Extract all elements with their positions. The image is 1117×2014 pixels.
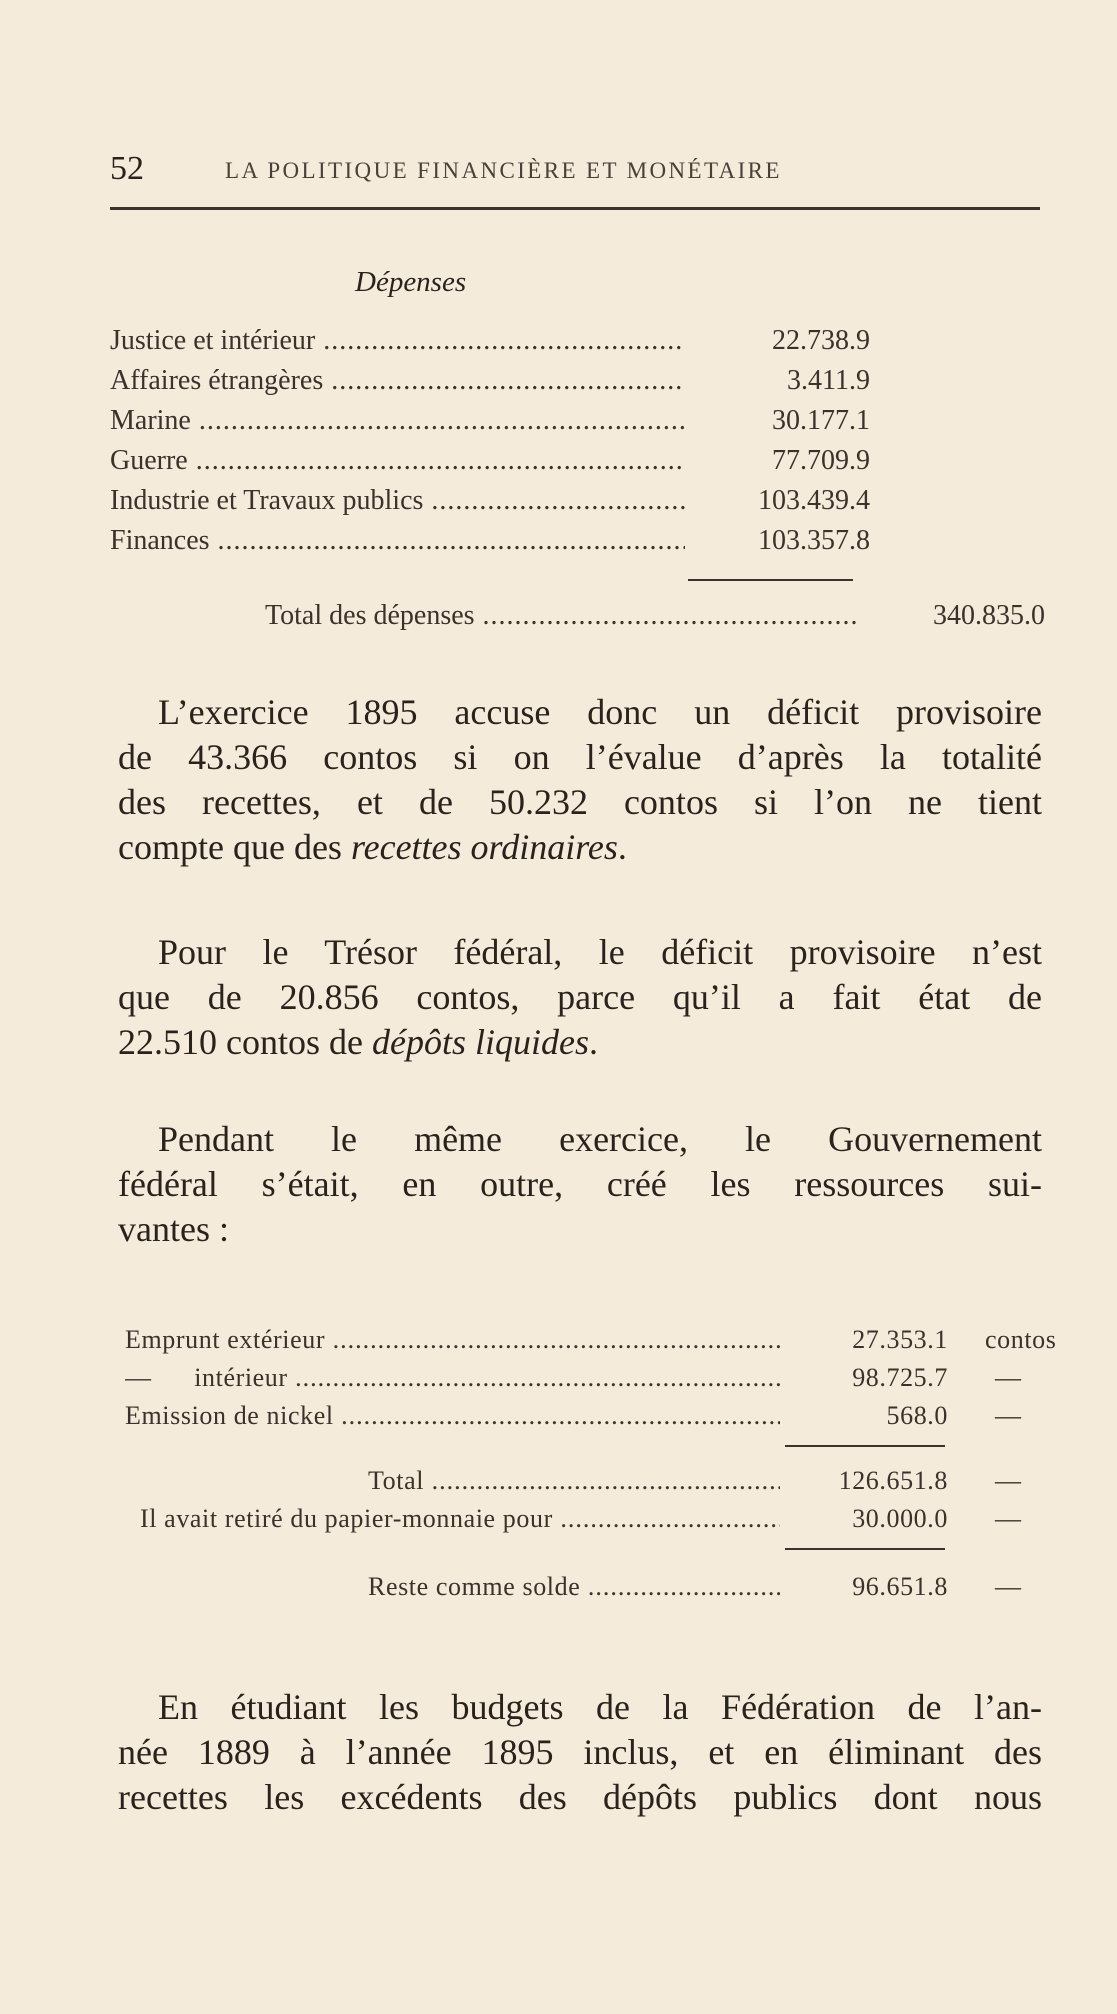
text-line: recettes les excédents des dépôts publics dont nous bbox=[118, 1777, 1042, 1817]
depense-value: 103.439.4 bbox=[758, 485, 870, 516]
depense-label: Finances ..... bbox=[110, 525, 685, 557]
text-line: Pour le Trésor fédéral, le déficit provisoire n’est bbox=[158, 932, 1042, 972]
text-line: En étudiant les budgets de la Fédération de l’an- bbox=[158, 1687, 1042, 1727]
emphasis-text: recettes ordinaires bbox=[350, 827, 618, 867]
ressource-label: Emission de nickel ..... bbox=[125, 1401, 780, 1431]
ressource-value: 27.353.1 bbox=[852, 1325, 948, 1354]
text-line: fédéral s’était, en outre, créé les ressources sui- bbox=[118, 1164, 1042, 1204]
ressource-row bbox=[125, 1363, 1065, 1403]
depense-value: 30.177.1 bbox=[772, 405, 870, 436]
depense-label: Guerre ..... bbox=[110, 445, 685, 477]
depense-label: Affaires étrangères ..... bbox=[110, 365, 685, 397]
depense-label: Justice et intérieur ..... bbox=[110, 325, 685, 357]
depense-row bbox=[110, 525, 870, 565]
text-run: 22.510 contos de bbox=[118, 1022, 372, 1062]
retire-value: 30.000.0 bbox=[852, 1504, 948, 1533]
text-line: vantes : bbox=[118, 1209, 229, 1249]
depense-value: 103.357.8 bbox=[758, 525, 870, 556]
retire-row bbox=[140, 1504, 1070, 1544]
running-head bbox=[110, 150, 1040, 210]
depense-value: 22.738.9 bbox=[772, 325, 870, 356]
total-label: Total ..... bbox=[368, 1466, 780, 1496]
depense-row bbox=[110, 325, 870, 365]
page-number: 52 bbox=[110, 150, 144, 187]
solde-unit: — bbox=[995, 1572, 1022, 1601]
text-run: . bbox=[588, 1022, 598, 1062]
paragraph-budgets bbox=[118, 1685, 1042, 1820]
total-value: 126.651.8 bbox=[838, 1466, 948, 1495]
ressource-unit: — bbox=[995, 1401, 1022, 1430]
retire-label: Il avait retiré du papier-monnaie pour ..... bbox=[140, 1504, 780, 1534]
paragraph-ressources bbox=[118, 1117, 1042, 1252]
retire-unit: — bbox=[995, 1504, 1022, 1533]
ressource-unit: — bbox=[995, 1363, 1022, 1392]
ressource-row bbox=[125, 1325, 1065, 1365]
text-line: Pendant le même exercice, le Gouvernement bbox=[158, 1119, 1042, 1159]
depense-value: 3.411.9 bbox=[787, 365, 870, 396]
paragraph-tresor bbox=[118, 930, 1042, 1065]
text-line: des recettes, et de 50.232 contos si l’on ne tient bbox=[118, 782, 1042, 822]
solde-label: Reste comme solde ..... bbox=[368, 1572, 780, 1602]
depense-row bbox=[110, 365, 870, 405]
text-line bbox=[118, 825, 1042, 870]
total-value: 340.835.0 bbox=[933, 600, 1045, 631]
text-line: que de 20.856 contos, parce qu’il a fait état de bbox=[118, 977, 1042, 1017]
depense-row bbox=[110, 445, 870, 485]
running-title: LA POLITIQUE FINANCIÈRE ET MONÉTAIRE bbox=[225, 158, 782, 183]
text-line bbox=[118, 1020, 1042, 1065]
subtotal-rule bbox=[688, 579, 853, 581]
depenses-total-row bbox=[265, 600, 1045, 640]
ressource-label: Emprunt extérieur ..... bbox=[125, 1325, 780, 1355]
paragraph-deficit bbox=[118, 690, 1042, 870]
text-run: . bbox=[617, 827, 627, 867]
depense-row bbox=[110, 485, 870, 525]
text-run: compte que des bbox=[118, 827, 351, 867]
emphasis-text: dépôts liquides bbox=[371, 1022, 589, 1062]
subtotal-rule bbox=[785, 1548, 945, 1550]
solde-row bbox=[368, 1572, 1068, 1612]
text-line: L’exercice 1895 accuse donc un déficit provisoire bbox=[158, 692, 1042, 732]
ressource-row bbox=[125, 1401, 1065, 1441]
subtotal-rule bbox=[785, 1445, 945, 1447]
depense-value: 77.709.9 bbox=[772, 445, 870, 476]
total-label: Total des dépenses ..... bbox=[265, 600, 860, 632]
depenses-heading: Dépenses bbox=[355, 266, 467, 298]
total-unit: — bbox=[995, 1466, 1022, 1495]
ressource-value: 568.0 bbox=[886, 1401, 948, 1430]
header-rule bbox=[110, 207, 1040, 210]
text-line: née 1889 à l’année 1895 inclus, et en éliminant des bbox=[118, 1732, 1042, 1772]
ressources-total-row bbox=[368, 1466, 1068, 1506]
depense-label: Marine ..... bbox=[110, 405, 685, 437]
ressource-value: 98.725.7 bbox=[852, 1363, 948, 1392]
ressource-unit: contos bbox=[985, 1325, 1057, 1354]
ressource-label: — intérieur ..... bbox=[125, 1363, 780, 1393]
depense-label: Industrie et Travaux publics ..... bbox=[110, 485, 685, 517]
solde-value: 96.651.8 bbox=[852, 1572, 948, 1601]
depense-row bbox=[110, 405, 870, 445]
text-line: de 43.366 contos si on l’évalue d’après la totalité bbox=[118, 737, 1042, 777]
